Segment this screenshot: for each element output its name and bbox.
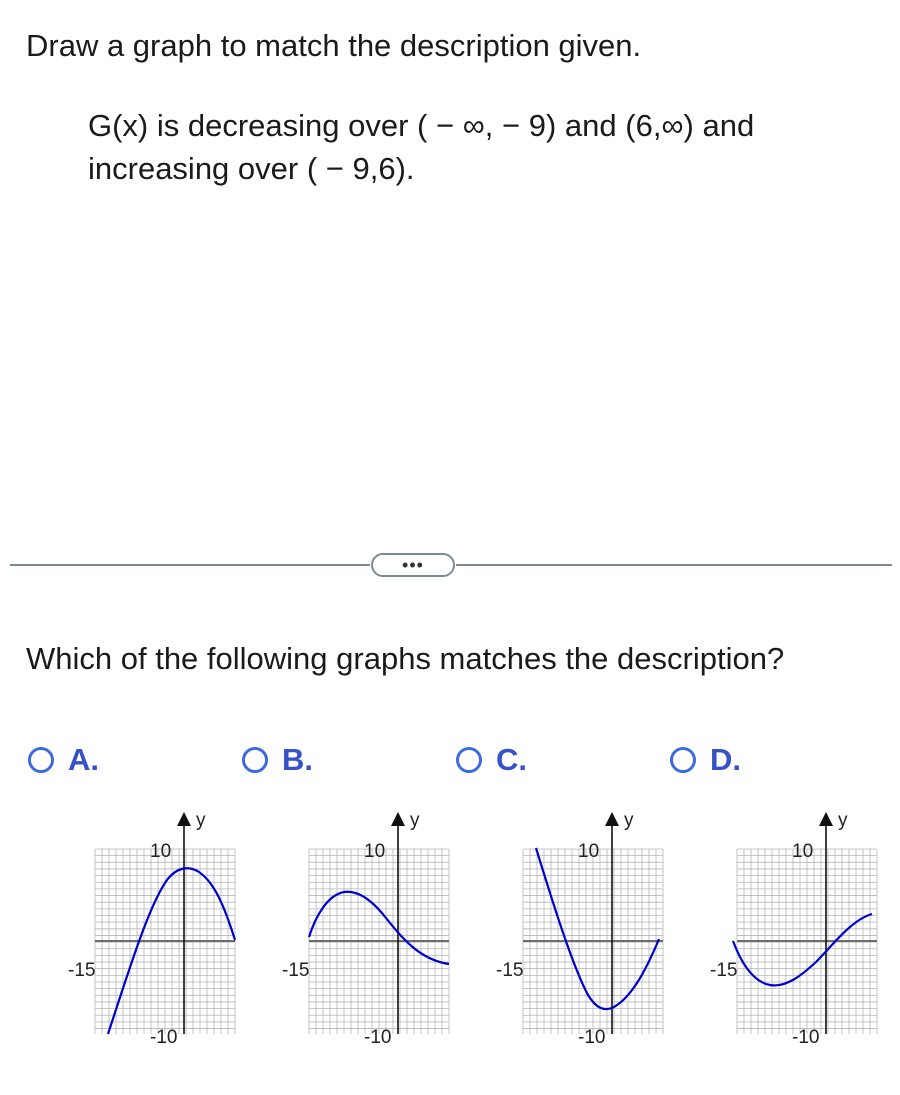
graph-a-y-arrow	[177, 812, 191, 826]
question-text: Which of the following graphs matches the description?	[26, 641, 785, 676]
more-button[interactable]: •••	[371, 553, 455, 577]
option-c[interactable]	[456, 740, 527, 780]
option-d[interactable]	[670, 740, 741, 780]
graph-a-y-tick-top: 10	[150, 841, 172, 862]
graph-c-x-tick-left: -15	[496, 960, 524, 981]
graph-d-y-tick-bottom: -10	[792, 1027, 820, 1048]
graph-c-y-tick-bottom: -10	[578, 1027, 606, 1048]
graph-a-y-tick-bottom: -10	[150, 1027, 178, 1048]
graph-c-y-arrow	[605, 812, 619, 826]
graph-a-x-tick-left: -15	[68, 960, 96, 981]
graph-b-y-arrow	[391, 812, 405, 826]
graph-d-x-tick-left: -15	[710, 960, 738, 981]
function-description: G(x) is decreasing over ( − ∞, − 9) and (6,∞) and increasing over ( − 9,6).	[88, 108, 755, 186]
graph-b	[278, 800, 458, 1050]
option-a-radio[interactable]	[28, 747, 54, 773]
option-d-label: D.	[710, 742, 741, 777]
graph-d-y-arrow	[819, 812, 833, 826]
option-c-radio[interactable]	[456, 747, 482, 773]
graph-c-y-label: y	[624, 810, 634, 831]
option-a-label: A.	[68, 742, 99, 777]
divider-right	[456, 564, 892, 566]
graph-d	[706, 800, 886, 1050]
graph-c-y-tick-top: 10	[578, 841, 600, 862]
option-b-label: B.	[282, 742, 313, 777]
option-d-radio[interactable]	[670, 747, 696, 773]
graph-c	[492, 800, 672, 1050]
graph-d-y-label: y	[838, 810, 848, 831]
prompt-text: Draw a graph to match the description given.	[26, 28, 642, 63]
option-c-label: C.	[496, 742, 527, 777]
option-b-radio[interactable]	[242, 747, 268, 773]
graph-b-x-tick-left: -15	[282, 960, 310, 981]
graph-a-y-label: y	[196, 810, 206, 831]
option-a[interactable]	[28, 740, 99, 780]
graph-b-y-label: y	[410, 810, 420, 831]
graph-b-y-tick-top: 10	[364, 841, 386, 862]
graph-a	[64, 800, 244, 1050]
graph-d-y-tick-top: 10	[792, 841, 814, 862]
graph-b-y-tick-bottom: -10	[364, 1027, 392, 1048]
divider-left	[10, 564, 370, 566]
option-b[interactable]	[242, 740, 313, 780]
